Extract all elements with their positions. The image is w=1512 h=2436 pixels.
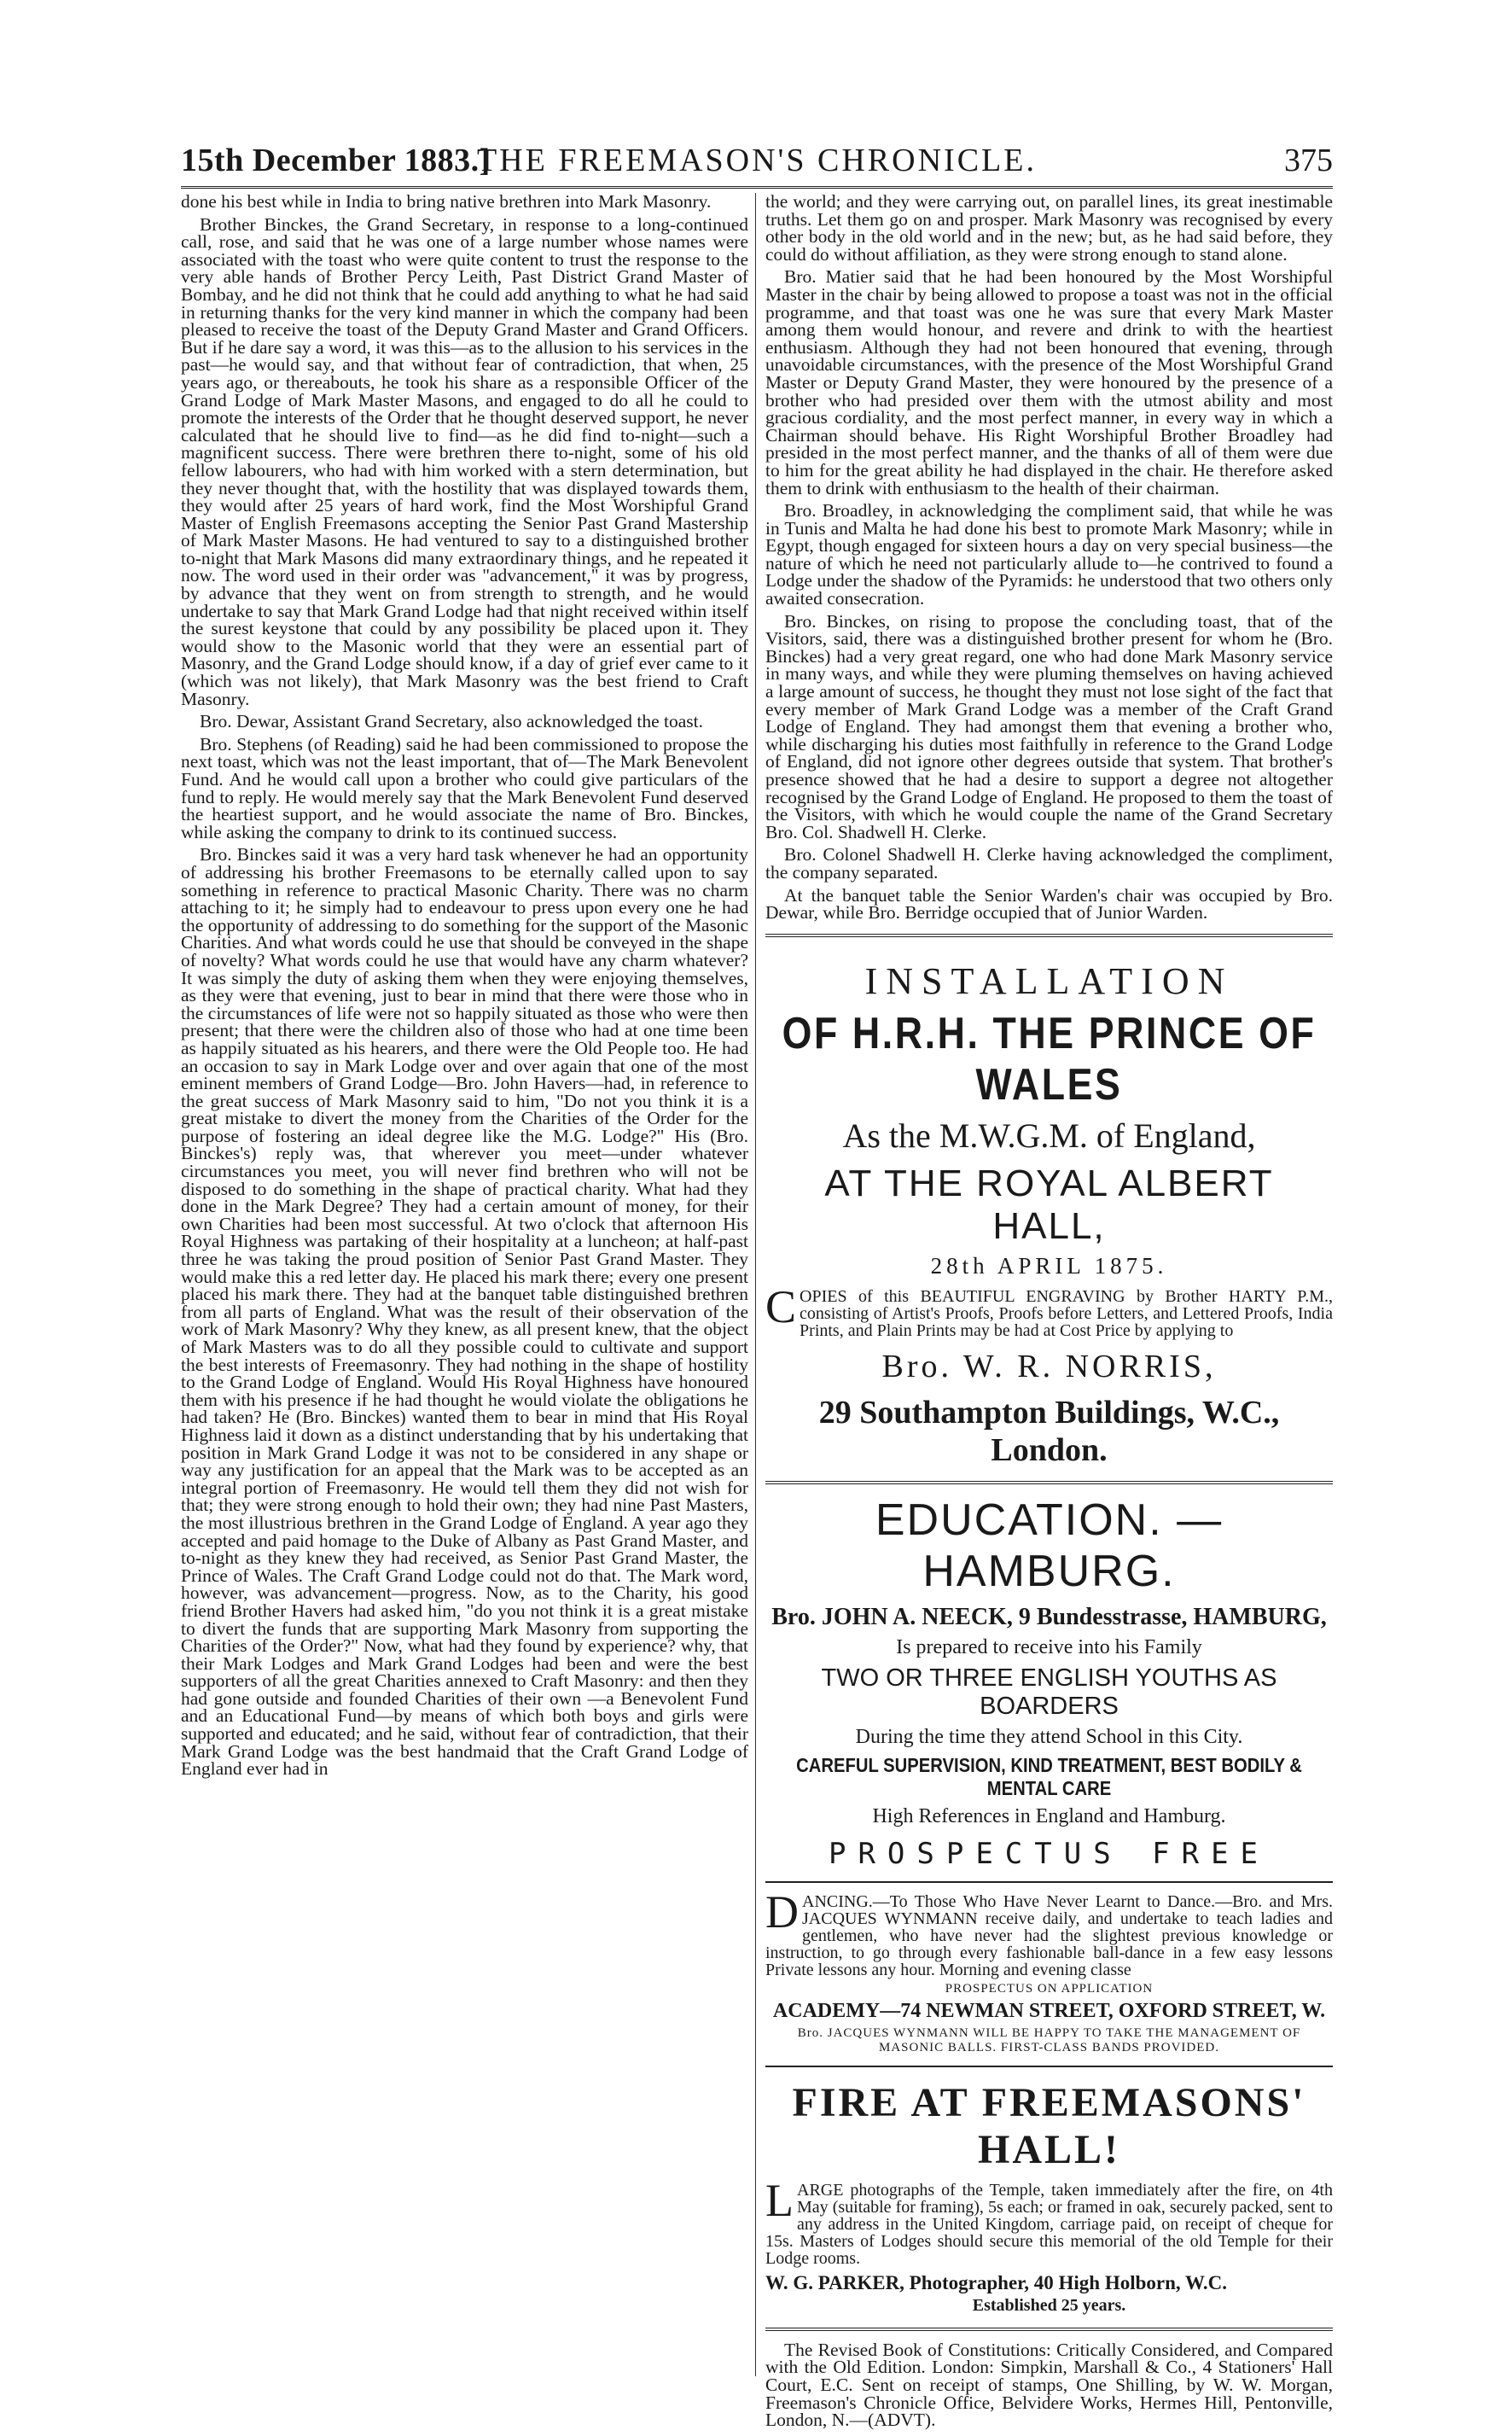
established-line: Established 25 years. xyxy=(972,2295,1126,2315)
newspaper-title: THE FREEMASON'S CHRONICLE. xyxy=(477,143,1037,178)
article-paragraph: Bro. Colonel Shadwell H. Clerke having acknowledged the compliment, the company separated. xyxy=(765,844,1333,883)
article-paragraph: Brother Binckes, the Grand Secretary, in response to a long-continued call, rose, and said that he was one of a large number whose names were associated with the toast who were quite content to trust the response to the very able hands of Brother Percy Leith, Past District Grand Master of Bombay, and he did not think that he could add anything to what he had said in returning thanks for the very kind manner in which the company had been pleased to receive the toast of the Deputy Grand Master and Grand Officers. But if he dare say a word, it was this—as to the allusion to his services in the past—he would say, and that without fear of contradiction, that when, 25 years ago, or thereabouts, he took his share as a responsible Officer of the Grand Lodge of Mark Master Masons, and engaged to do all he could to promote the interests of the Order that he thought deserved support, he never calculated that he should live to find—as he did find to-night—such a magnificent success. There were brethren there to-night, some of his old fellow labourers, who had with him worked with a stern determination, but they never thought that, with the hostility that was displayed towards them, they would after 25 years of hard work, find the Most Worshipful Grand Master of English Freemasons accepting the Senior Past Grand Mastership of Mark Master Masons. He had ventured to say to a distinguished brother to-night that Mark Masons did many extraordinary things, and he repeated it now. The word used in their order was "advancement," it was by progress, by advance that they went on from strength to strength, and he would undertake to say that Mark Grand Lodge had that night received within itself the surest keystone that could by any possibility be placed upon it. They would show to the Masonic world that they were an essential part of Masonry, and the Grand Lodge should know, if a day of grief ever came to it (which was not likely), that Mark Masonry was the best friend to Craft Masonry. xyxy=(181,213,748,709)
right-column xyxy=(765,193,1333,2434)
fire-advertisement xyxy=(765,2079,1333,2316)
installation-advertisement xyxy=(765,959,1333,1469)
article-paragraph: Bro. Binckes said it was a very hard task whenever he had an opportunity of addressing his brother Freemasons to be eternally called upon to say something in reference to practical Masonic Charity. There was no charm attaching to it; he simply had to endeavour to press upon every one he had the opportunity of addressing to do something for the support of the Masonic Charities. And what words could he use that should be conveyed in the shape of novelty? What words could he use that would have any charm whatever? It was simply the duty of asking them when they were enjoying themselves, as they were that evening, just to bear in mind that there were those who in the circumstances of life were not so happily situated as those who were then present; that there were the children also of those who had at one time been as happily situated as his hearers, and there were the Old People too. He had an occasion to say in Mark Lodge over and over again that one of the most eminent members of Grand Lodge—Bro. John Havers—had, in reference to the great success of Mark Masonry said to him, "Do not you think it is a great mistake to divert the money from the Charities of the Order for the purpose of fostering an ideal degree like the M.G. Lodge?" His (Bro. Binckes's) reply was, that wherever you meet—under whatever circumstances you meet, you will never find brethren who will not be disposed to do something in the shape of practical charity. What had they done in the Mark Degree? They had a certain amount of money, for their own Charities had been most successful. At two o'clock that afternoon His Royal Highness was partaking of their hospitality at a luncheon; at half-past three he was taking the proud position of Senior Past Grand Master. They would make this a red letter day. He placed his mark there; every one present placed his mark there. They had at the banquet table distinguished brethren from all parts of England. What was the result of their observation of the work of Mark Masonry? Why they knew, as all present knew, that the object of Mark Masters was to do all they possible could to cultivate and support the best interests of Freemasonry. They had nothing in the shape of hostility to the Grand Lodge of England. Would His Royal Highness have honoured them with his presence if he had thought he would violate the obligations he had taken? He (Bro. Binckes) wanted them to bear in mind that His Royal Highness laid it down as a distinct understanding that by his undertaking that position in Mark Grand Lodge it was not to be considered in any shape or way any justification for an appeal that the Mark was to be accepted as an integral portion of Freemasonry. He would tell them they did not wish for that; they were strong enough to hold their own; they had nine Past Masters, the most illustrious brethren in the Grand Lodge of England. A year ago they accepted and paid homage to the Duke of Albany as Past Grand Master, and to-night as they knew they had received, as Senior Past Grand Master, the Prince of Wales. The Craft Grand Lodge could not do that. The Mark word, however, was advancement—progress. Now, as to the Charity, his good friend Brother Havers had asked him, "do you not think it is a great mistake to divert the funds that are supporting Mark Masonry from supporting the Charities of the Order?" Now, what had they found by experience? why, that their Mark Lodges and Mark Grand Lodges had been and were the best supporters of all the great Charities annexed to Craft Masonry: and then they had gone outside and founded Charities of their own —a Benevolent Fund and an Educational Fund—by means of which both boys and girls were supported and educated; and he said, without fear of contradiction, that their Mark Grand Lodge was the best handmaid that the Craft Grand Lodge of England ever had in xyxy=(181,844,748,1780)
section-rule xyxy=(765,1481,1333,1484)
dancing-body: ANCING.—To Those Who Have Never Learnt to Dance.—Bro. and Mrs. JACQUES WYNMANN receive daily, and undertake to teach ladies and gentlemen, who have never had the slightest previous knowledge or instruction, to go through every fashionable ball-dance in a few easy lessons Private lessons any hour. Morning and evening classe xyxy=(765,1891,1333,1979)
prince-heading: OF H.R.H. THE PRINCE OF WALES xyxy=(782,1008,1317,1110)
article-paragraph: Bro. Broadley, in acknowledging the compliment said, that while he was in Tunis and Malta he had done his best to promote Mark Masonry; while in Egypt, though engaged for sixteen hours a day on very special business—the nature of which he need not particularly allude to—he contrived to found a Lodge under the shadow of the Pyramids: he understood that two others only awaited consecration. xyxy=(765,500,1333,609)
fire-heading: FIRE AT FREEMASONS' HALL! xyxy=(792,2079,1306,2172)
revised-constitutions-notice: The Revised Book of Constitutions: Critically Considered, and Compared with the Old Edition. London: Simpkin, Marshall & Co., 4 Stationers' Hall Court, E.C. Sent on receipt of stamps, One Shilling, by W. W. Morgan, Freemason's Chronicle Office, Belvidere Works, Hermes Hill, Pentonville, London, N.—(ADVT). xyxy=(765,2339,1333,2431)
academy-address: ACADEMY—74 NEWMAN STREET, OXFORD STREET, W. xyxy=(772,1999,1326,2022)
section-rule xyxy=(765,2328,1333,2331)
drop-cap: L xyxy=(765,2174,794,2226)
installation-heading: INSTALLATION xyxy=(864,959,1234,1002)
masthead-rule xyxy=(181,186,1333,189)
balls-note: Bro. JACQUES WYNMANN WILL BE HAPPY TO TAKE THE MANAGEMENT OF MASONIC BALLS. FIRST-CLASS BANDS PROVIDED. xyxy=(797,2025,1301,2054)
prospectus-free: PROSPECTUS FREE xyxy=(828,1836,1271,1871)
drop-cap: C xyxy=(765,1280,797,1332)
article-paragraph: Bro. Dewar, Assistant Grand Secretary, also acknowledged the toast. xyxy=(200,711,704,732)
fire-body: ARGE photographs of the Temple, taken immediately after the fire, on 4th May (suitable for framing), 5s each; or framed in oak, securely packed, sent to any address in the United Kingdom, carriage paid, on receipt of cheque for 15s. Masters of Lodges should secure this memorial of the old Temple for their Lodge rooms. xyxy=(765,2180,1333,2268)
seller-address: 29 Southampton Buildings, W.C., London. xyxy=(818,1394,1280,1468)
article-paragraph: Bro. Stephens (of Reading) said he had been commissioned to propose the next toast, which was not the least important, that of—The Mark Benevolent Fund. And he would call upon a brother who could give particulars of the fund to reply. He would merely say that the Mark Benevolent Fund deserved the heartiest support, and he would associate the name of Bro. Binckes, while asking the company to drink to its continued success. xyxy=(181,733,748,842)
education-heading: EDUCATION. — HAMBURG. xyxy=(875,1495,1224,1596)
section-rule xyxy=(765,2066,1333,2067)
dancing-text xyxy=(765,1885,1333,1979)
drop-cap: D xyxy=(765,1885,799,1938)
copies-text xyxy=(765,1280,1333,1340)
article-paragraph: Bro. Matier said that he had been honoured by the Most Worshipful Master in the chair by being allowed to propose a toast was not in the official programme, and that toast was one he was sure that every Mark Master among them would honour, and revere and drink to with the heartiest enthusiasm. Although they had not been honoured that evening, through unavoidable circumstances, with the presence of the Most Worshipful Grand Master or Deputy Grand Master, they were honoured by the presence of a brother who had presided over them with the utmost ability and most gracious cordiality, and the most perfect manner, in every way in which a Chairman should behave. His Right Worshipful Brother Broadley had presided in the most perfect manner, and the thanks of all of them were due to him for the great ability he had displayed in the chair. He therefore asked them to drink with enthusiasm to the health of their chairman. xyxy=(765,266,1333,498)
venue-line: AT THE ROYAL ALBERT HALL, xyxy=(824,1162,1274,1247)
left-column xyxy=(181,193,748,1783)
copies-body: OPIES of this BEAUTIFUL ENGRAVING by Brother HARTY P.M., consisting of Artist's Proofs, Proofs before Letters, and Lettered Proofs, India Prints, and Plain Prints may be had at Cost Price by applying to xyxy=(800,1286,1333,1340)
page-number: 375 xyxy=(1284,143,1333,178)
careful-line: CAREFUL SUPERVISION, KIND TREATMENT, BEST BODILY & MENTAL CARE xyxy=(796,1753,1302,1799)
article-paragraph: Bro. Binckes, on rising to propose the concluding toast, that of the Visitors, said, there was a distinguished brother present for whom he (Bro. Binckes) had a very great regard, one who had done Mark Masonry service in many ways, and while they were pluming themselves on having achieved a large amount of success, he thought they must not lose sight of the fact that every member of Mark Grand Lodge was a member of the Craft Grand Lodge of England. They had amongst them that evening a brother who, while discharging his duties most faithfully in reference to the Grand Lodge of England, did not ignore other degrees outside that system. That brother's presence showed that he had a desire to support a degree not altogether recognised by the Grand Lodge of England. He proposed to them the toast of the Visitors, with which he would couple the name of the Grand Secretary Bro. Col. Shadwell H. Clerke. xyxy=(765,610,1333,842)
neeck-line: Bro. JOHN A. NEECK, 9 Bundesstrasse, HAMBURG, xyxy=(771,1603,1327,1630)
column-divider xyxy=(755,193,756,2376)
article-paragraph: done his best while in India to bring native brethren into Mark Masonry. xyxy=(181,191,712,212)
section-rule xyxy=(765,1881,1333,1883)
dancing-advertisement xyxy=(765,1885,1333,2055)
during-line: During the time they attend School in this City. xyxy=(855,1725,1243,1748)
prospectus-on-application: PROSPECTUS ON APPLICATION xyxy=(945,1981,1154,1996)
article-paragraph: the world; and they were carrying out, on parallel lines, its great inestimable truths. Let them go on and prosper. Mark Masonry was recognised by every other body in the old world and in the new; but, as he had said before, they could do without affiliation, as they were strong enough to stand alone. xyxy=(765,191,1333,265)
seller-name: Bro. W. R. NORRIS, xyxy=(881,1348,1217,1384)
section-rule xyxy=(765,934,1333,937)
mwgm-line: As the M.W.G.M. of England, xyxy=(842,1116,1256,1155)
masthead xyxy=(181,140,1333,183)
event-date: 28th APRIL 1875. xyxy=(930,1252,1168,1279)
education-advertisement xyxy=(765,1495,1333,1871)
photographer-line: W. G. PARKER, Photographer, 40 High Holborn, W.C. xyxy=(765,2271,1228,2293)
prepared-line: Is prepared to receive into his Family xyxy=(896,1635,1202,1658)
references-line: High References in England and Hamburg. xyxy=(872,1804,1226,1827)
article-paragraph: At the banquet table the Senior Warden's chair was occupied by Bro. Dewar, while Bro. Berridge occupied that of Junior Warden. xyxy=(765,884,1333,924)
youths-line: TWO OR THREE ENGLISH YOUTHS AS BOARDERS xyxy=(821,1664,1277,1720)
fire-text xyxy=(765,2174,1333,2268)
issue-date: 15th December 1883.] xyxy=(181,143,491,178)
